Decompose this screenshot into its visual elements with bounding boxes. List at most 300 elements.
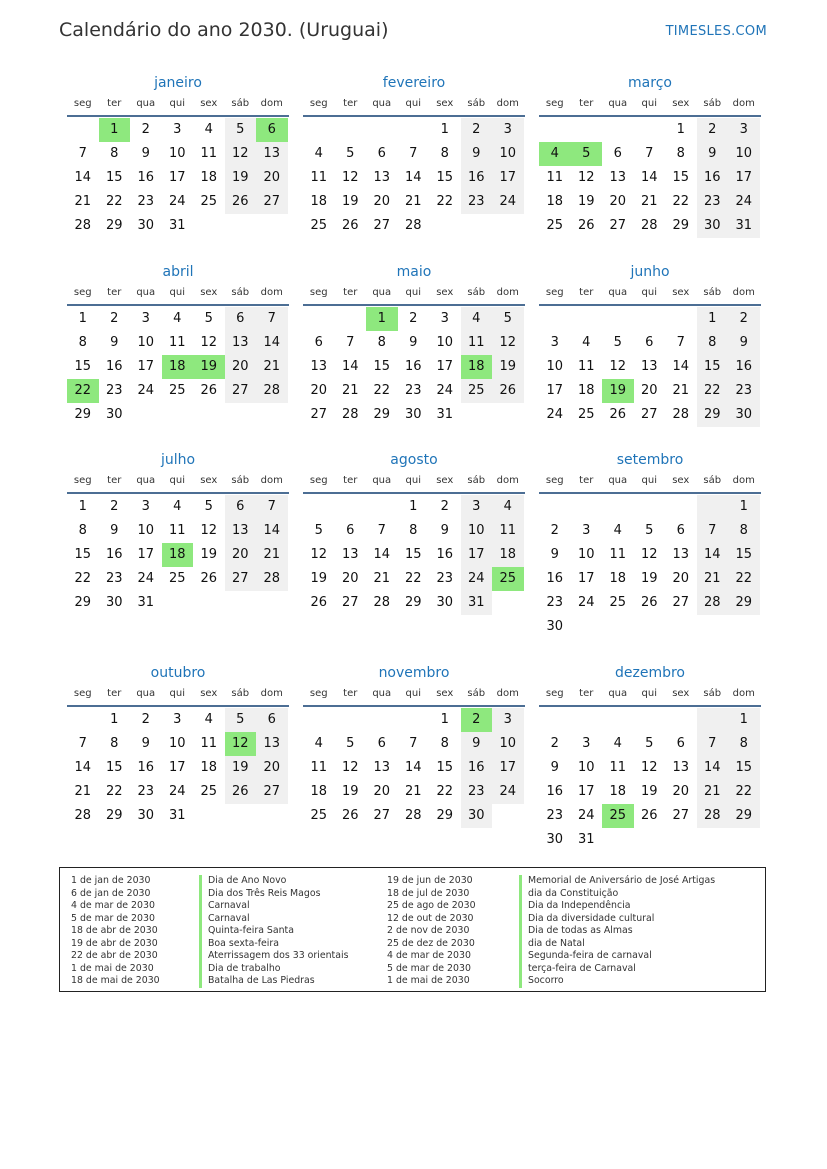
day-cell[interactable]: 27 bbox=[256, 780, 288, 804]
day-cell[interactable]: 10 bbox=[577, 547, 595, 562]
day-cell[interactable]: 20 bbox=[373, 784, 391, 799]
day-cell[interactable]: 13 bbox=[310, 359, 328, 374]
day-cell[interactable]: 14 bbox=[697, 756, 729, 780]
day-cell[interactable]: 13 bbox=[225, 331, 257, 355]
day-cell[interactable]: 15 bbox=[436, 170, 454, 185]
day-cell[interactable]: 23 bbox=[461, 190, 493, 214]
day-cell[interactable]: 5 bbox=[645, 523, 654, 538]
day-cell[interactable]: 20 bbox=[256, 756, 288, 780]
day-cell[interactable]: 17 bbox=[168, 760, 186, 775]
day-cell[interactable]: 17 bbox=[577, 784, 595, 799]
day-cell[interactable]: 1 bbox=[676, 122, 685, 137]
day-cell[interactable]: 25 bbox=[602, 804, 634, 828]
day-cell[interactable]: 25 bbox=[492, 567, 524, 591]
day-cell[interactable]: 20 bbox=[310, 383, 328, 398]
day-cell[interactable]: 25 bbox=[200, 784, 218, 799]
day-cell[interactable]: 6 bbox=[346, 523, 355, 538]
day-cell[interactable]: 28 bbox=[256, 379, 288, 403]
day-cell[interactable]: 11 bbox=[310, 170, 328, 185]
day-cell[interactable]: 17 bbox=[492, 756, 524, 780]
day-cell[interactable]: 6 bbox=[676, 523, 685, 538]
day-cell[interactable]: 14 bbox=[640, 170, 658, 185]
day-cell[interactable]: 27 bbox=[373, 808, 391, 823]
day-cell[interactable]: 12 bbox=[640, 760, 658, 775]
day-cell[interactable]: 7 bbox=[676, 335, 685, 350]
day-cell[interactable]: 6 bbox=[613, 146, 622, 161]
day-cell[interactable]: 15 bbox=[105, 170, 123, 185]
day-cell[interactable]: 27 bbox=[225, 567, 257, 591]
day-cell[interactable]: 21 bbox=[404, 784, 422, 799]
day-cell[interactable]: 16 bbox=[137, 170, 155, 185]
day-cell[interactable]: 23 bbox=[137, 784, 155, 799]
day-cell[interactable]: 3 bbox=[582, 736, 591, 751]
day-cell[interactable]: 20 bbox=[256, 166, 288, 190]
day-cell[interactable]: 16 bbox=[137, 760, 155, 775]
day-cell[interactable]: 5 bbox=[204, 311, 213, 326]
day-cell[interactable]: 26 bbox=[640, 595, 658, 610]
day-cell[interactable]: 31 bbox=[168, 218, 186, 233]
day-cell[interactable]: 9 bbox=[550, 547, 559, 562]
day-cell[interactable]: 5 bbox=[225, 118, 257, 142]
day-cell[interactable]: 13 bbox=[640, 359, 658, 374]
day-cell[interactable]: 26 bbox=[640, 808, 658, 823]
day-cell[interactable]: 25 bbox=[200, 194, 218, 209]
day-cell[interactable]: 10 bbox=[436, 335, 454, 350]
day-cell[interactable]: 22 bbox=[436, 784, 454, 799]
day-cell[interactable]: 16 bbox=[546, 571, 564, 586]
day-cell[interactable]: 31 bbox=[436, 407, 454, 422]
site-brand-link[interactable]: TIMESLES.COM bbox=[665, 24, 767, 39]
day-cell[interactable]: 3 bbox=[173, 122, 182, 137]
day-cell[interactable]: 22 bbox=[697, 379, 729, 403]
day-cell[interactable]: 8 bbox=[377, 335, 386, 350]
day-cell[interactable]: 23 bbox=[404, 383, 422, 398]
day-cell[interactable]: 5 bbox=[492, 307, 524, 331]
day-cell[interactable]: 23 bbox=[697, 190, 729, 214]
day-cell[interactable]: 14 bbox=[341, 359, 359, 374]
day-cell[interactable]: 18 bbox=[200, 170, 218, 185]
day-cell[interactable]: 8 bbox=[440, 146, 449, 161]
day-cell[interactable]: 29 bbox=[373, 407, 391, 422]
day-cell[interactable]: 20 bbox=[672, 571, 690, 586]
day-cell[interactable]: 18 bbox=[200, 760, 218, 775]
day-cell[interactable]: 23 bbox=[105, 383, 123, 398]
day-cell[interactable]: 18 bbox=[609, 571, 627, 586]
day-cell[interactable]: 29 bbox=[404, 595, 422, 610]
day-cell[interactable]: 25 bbox=[461, 379, 493, 403]
day-cell[interactable]: 8 bbox=[728, 732, 760, 756]
day-cell[interactable]: 7 bbox=[256, 307, 288, 331]
day-cell[interactable]: 1 bbox=[728, 708, 760, 732]
day-cell[interactable]: 24 bbox=[137, 571, 155, 586]
day-cell[interactable]: 21 bbox=[697, 567, 729, 591]
day-cell[interactable]: 11 bbox=[609, 760, 627, 775]
day-cell[interactable]: 20 bbox=[640, 383, 658, 398]
day-cell[interactable]: 12 bbox=[310, 547, 328, 562]
day-cell[interactable]: 8 bbox=[110, 736, 119, 751]
day-cell[interactable]: 6 bbox=[225, 307, 257, 331]
day-cell[interactable]: 9 bbox=[409, 335, 418, 350]
day-cell[interactable]: 10 bbox=[577, 760, 595, 775]
day-cell[interactable]: 8 bbox=[728, 519, 760, 543]
day-cell[interactable]: 6 bbox=[377, 146, 386, 161]
day-cell[interactable]: 24 bbox=[168, 784, 186, 799]
day-cell[interactable]: 26 bbox=[200, 571, 218, 586]
day-cell[interactable]: 18 bbox=[492, 543, 524, 567]
day-cell[interactable]: 7 bbox=[256, 495, 288, 519]
day-cell[interactable]: 6 bbox=[256, 118, 288, 142]
day-cell[interactable]: 11 bbox=[492, 519, 524, 543]
day-cell[interactable]: 14 bbox=[256, 519, 288, 543]
day-cell[interactable]: 29 bbox=[728, 591, 760, 615]
day-cell[interactable]: 1 bbox=[78, 499, 87, 514]
day-cell[interactable]: 19 bbox=[225, 166, 257, 190]
day-cell[interactable]: 4 bbox=[582, 335, 591, 350]
day-cell[interactable]: 22 bbox=[74, 571, 92, 586]
day-cell[interactable]: 27 bbox=[672, 595, 690, 610]
day-cell[interactable]: 15 bbox=[728, 756, 760, 780]
day-cell[interactable]: 24 bbox=[492, 780, 524, 804]
day-cell[interactable]: 3 bbox=[141, 311, 150, 326]
day-cell[interactable]: 21 bbox=[404, 194, 422, 209]
day-cell[interactable]: 12 bbox=[200, 335, 218, 350]
day-cell[interactable]: 8 bbox=[697, 331, 729, 355]
day-cell[interactable]: 18 bbox=[577, 383, 595, 398]
day-cell[interactable]: 24 bbox=[728, 190, 760, 214]
day-cell[interactable]: 14 bbox=[74, 170, 92, 185]
day-cell[interactable]: 7 bbox=[697, 732, 729, 756]
day-cell[interactable]: 6 bbox=[256, 708, 288, 732]
day-cell[interactable]: 23 bbox=[461, 780, 493, 804]
day-cell[interactable]: 1 bbox=[728, 495, 760, 519]
day-cell[interactable]: 13 bbox=[225, 519, 257, 543]
day-cell[interactable]: 16 bbox=[461, 756, 493, 780]
day-cell[interactable]: 7 bbox=[409, 736, 418, 751]
day-cell[interactable]: 9 bbox=[110, 335, 119, 350]
day-cell[interactable]: 10 bbox=[492, 142, 524, 166]
day-cell[interactable]: 17 bbox=[436, 359, 454, 374]
day-cell[interactable]: 28 bbox=[373, 595, 391, 610]
day-cell[interactable]: 23 bbox=[105, 571, 123, 586]
day-cell[interactable]: 19 bbox=[341, 784, 359, 799]
day-cell[interactable]: 12 bbox=[200, 523, 218, 538]
day-cell[interactable]: 20 bbox=[341, 571, 359, 586]
day-cell[interactable]: 10 bbox=[137, 335, 155, 350]
day-cell[interactable]: 8 bbox=[78, 335, 87, 350]
day-cell[interactable]: 26 bbox=[225, 190, 257, 214]
day-cell[interactable]: 8 bbox=[440, 736, 449, 751]
day-cell[interactable]: 22 bbox=[404, 571, 422, 586]
day-cell[interactable]: 17 bbox=[137, 359, 155, 374]
day-cell[interactable]: 17 bbox=[137, 547, 155, 562]
day-cell[interactable]: 3 bbox=[141, 499, 150, 514]
day-cell[interactable]: 17 bbox=[492, 166, 524, 190]
day-cell[interactable]: 18 bbox=[162, 355, 194, 379]
day-cell[interactable]: 21 bbox=[74, 194, 92, 209]
day-cell[interactable]: 16 bbox=[404, 359, 422, 374]
day-cell[interactable]: 20 bbox=[225, 543, 257, 567]
day-cell[interactable]: 21 bbox=[74, 784, 92, 799]
day-cell[interactable]: 19 bbox=[492, 355, 524, 379]
day-cell[interactable]: 20 bbox=[225, 355, 257, 379]
day-cell[interactable]: 27 bbox=[609, 218, 627, 233]
day-cell[interactable]: 21 bbox=[640, 194, 658, 209]
day-cell[interactable]: 10 bbox=[168, 736, 186, 751]
day-cell[interactable]: 20 bbox=[373, 194, 391, 209]
day-cell[interactable]: 16 bbox=[105, 547, 123, 562]
day-cell[interactable]: 18 bbox=[310, 194, 328, 209]
day-cell[interactable]: 28 bbox=[672, 407, 690, 422]
day-cell[interactable]: 12 bbox=[225, 142, 257, 166]
day-cell[interactable]: 16 bbox=[546, 784, 564, 799]
day-cell[interactable]: 4 bbox=[492, 495, 524, 519]
day-cell[interactable]: 21 bbox=[373, 571, 391, 586]
day-cell[interactable]: 19 bbox=[200, 547, 218, 562]
day-cell[interactable]: 5 bbox=[613, 335, 622, 350]
day-cell[interactable]: 21 bbox=[341, 383, 359, 398]
day-cell[interactable]: 16 bbox=[728, 355, 760, 379]
day-cell[interactable]: 19 bbox=[640, 571, 658, 586]
day-cell[interactable]: 4 bbox=[173, 311, 182, 326]
day-cell[interactable]: 26 bbox=[341, 808, 359, 823]
day-cell[interactable]: 21 bbox=[256, 543, 288, 567]
day-cell[interactable]: 13 bbox=[672, 760, 690, 775]
day-cell[interactable]: 21 bbox=[697, 780, 729, 804]
day-cell[interactable]: 13 bbox=[256, 142, 288, 166]
day-cell[interactable]: 20 bbox=[672, 784, 690, 799]
day-cell[interactable]: 17 bbox=[461, 543, 493, 567]
day-cell[interactable]: 28 bbox=[697, 804, 729, 828]
day-cell[interactable]: 31 bbox=[728, 214, 760, 238]
day-cell[interactable]: 3 bbox=[461, 495, 493, 519]
day-cell[interactable]: 3 bbox=[440, 311, 449, 326]
day-cell[interactable]: 15 bbox=[74, 547, 92, 562]
day-cell[interactable]: 12 bbox=[640, 547, 658, 562]
day-cell[interactable]: 1 bbox=[110, 712, 119, 727]
day-cell[interactable]: 30 bbox=[546, 619, 564, 634]
day-cell[interactable]: 5 bbox=[225, 708, 257, 732]
day-cell[interactable]: 5 bbox=[645, 736, 654, 751]
day-cell[interactable]: 22 bbox=[105, 194, 123, 209]
day-cell[interactable]: 16 bbox=[697, 166, 729, 190]
day-cell[interactable]: 11 bbox=[577, 359, 595, 374]
day-cell[interactable]: 11 bbox=[310, 760, 328, 775]
day-cell[interactable]: 30 bbox=[404, 407, 422, 422]
day-cell[interactable]: 4 bbox=[461, 307, 493, 331]
day-cell[interactable]: 11 bbox=[546, 170, 564, 185]
day-cell[interactable]: 30 bbox=[461, 804, 493, 828]
day-cell[interactable]: 29 bbox=[672, 218, 690, 233]
day-cell[interactable]: 24 bbox=[577, 595, 595, 610]
day-cell[interactable]: 26 bbox=[577, 218, 595, 233]
day-cell[interactable]: 8 bbox=[409, 523, 418, 538]
day-cell[interactable]: 29 bbox=[105, 808, 123, 823]
day-cell[interactable]: 5 bbox=[571, 142, 603, 166]
day-cell[interactable]: 30 bbox=[137, 218, 155, 233]
day-cell[interactable]: 13 bbox=[672, 547, 690, 562]
day-cell[interactable]: 14 bbox=[74, 760, 92, 775]
day-cell[interactable]: 12 bbox=[225, 732, 257, 756]
day-cell[interactable]: 10 bbox=[137, 523, 155, 538]
day-cell[interactable]: 26 bbox=[341, 218, 359, 233]
day-cell[interactable]: 23 bbox=[436, 571, 454, 586]
day-cell[interactable]: 19 bbox=[602, 379, 634, 403]
day-cell[interactable]: 25 bbox=[577, 407, 595, 422]
day-cell[interactable]: 28 bbox=[404, 808, 422, 823]
day-cell[interactable]: 12 bbox=[577, 170, 595, 185]
day-cell[interactable]: 12 bbox=[341, 170, 359, 185]
day-cell[interactable]: 1 bbox=[99, 118, 131, 142]
day-cell[interactable]: 19 bbox=[310, 571, 328, 586]
day-cell[interactable]: 24 bbox=[461, 567, 493, 591]
day-cell[interactable]: 17 bbox=[546, 383, 564, 398]
day-cell[interactable]: 1 bbox=[366, 307, 398, 331]
day-cell[interactable]: 1 bbox=[697, 307, 729, 331]
day-cell[interactable]: 8 bbox=[78, 523, 87, 538]
day-cell[interactable]: 9 bbox=[110, 523, 119, 538]
day-cell[interactable]: 28 bbox=[74, 808, 92, 823]
day-cell[interactable]: 9 bbox=[141, 146, 150, 161]
day-cell[interactable]: 31 bbox=[577, 832, 595, 847]
day-cell[interactable]: 17 bbox=[728, 166, 760, 190]
day-cell[interactable]: 12 bbox=[341, 760, 359, 775]
day-cell[interactable]: 9 bbox=[550, 760, 559, 775]
day-cell[interactable]: 2 bbox=[110, 311, 119, 326]
day-cell[interactable]: 31 bbox=[461, 591, 493, 615]
day-cell[interactable]: 15 bbox=[697, 355, 729, 379]
day-cell[interactable]: 23 bbox=[137, 194, 155, 209]
day-cell[interactable]: 25 bbox=[168, 571, 186, 586]
day-cell[interactable]: 25 bbox=[609, 595, 627, 610]
day-cell[interactable]: 30 bbox=[105, 595, 123, 610]
day-cell[interactable]: 2 bbox=[440, 499, 449, 514]
day-cell[interactable]: 2 bbox=[461, 708, 493, 732]
day-cell[interactable]: 30 bbox=[436, 595, 454, 610]
day-cell[interactable]: 15 bbox=[404, 547, 422, 562]
day-cell[interactable]: 18 bbox=[546, 194, 564, 209]
day-cell[interactable]: 3 bbox=[492, 118, 524, 142]
day-cell[interactable]: 23 bbox=[728, 379, 760, 403]
day-cell[interactable]: 2 bbox=[141, 712, 150, 727]
day-cell[interactable]: 3 bbox=[728, 118, 760, 142]
day-cell[interactable]: 27 bbox=[310, 407, 328, 422]
day-cell[interactable]: 24 bbox=[546, 407, 564, 422]
day-cell[interactable]: 1 bbox=[78, 311, 87, 326]
day-cell[interactable]: 23 bbox=[546, 808, 564, 823]
day-cell[interactable]: 29 bbox=[74, 407, 92, 422]
day-cell[interactable]: 2 bbox=[409, 311, 418, 326]
day-cell[interactable]: 28 bbox=[256, 567, 288, 591]
day-cell[interactable]: 14 bbox=[373, 547, 391, 562]
day-cell[interactable]: 4 bbox=[539, 142, 571, 166]
day-cell[interactable]: 2 bbox=[141, 122, 150, 137]
day-cell[interactable]: 24 bbox=[436, 383, 454, 398]
day-cell[interactable]: 16 bbox=[461, 166, 493, 190]
day-cell[interactable]: 1 bbox=[409, 499, 418, 514]
day-cell[interactable]: 24 bbox=[137, 383, 155, 398]
day-cell[interactable]: 11 bbox=[461, 331, 493, 355]
day-cell[interactable]: 22 bbox=[728, 780, 760, 804]
day-cell[interactable]: 26 bbox=[225, 780, 257, 804]
day-cell[interactable]: 12 bbox=[492, 331, 524, 355]
day-cell[interactable]: 7 bbox=[377, 523, 386, 538]
day-cell[interactable]: 29 bbox=[105, 218, 123, 233]
day-cell[interactable]: 24 bbox=[577, 808, 595, 823]
day-cell[interactable]: 18 bbox=[609, 784, 627, 799]
day-cell[interactable]: 3 bbox=[582, 523, 591, 538]
day-cell[interactable]: 7 bbox=[78, 736, 87, 751]
day-cell[interactable]: 19 bbox=[193, 355, 225, 379]
day-cell[interactable]: 1 bbox=[440, 712, 449, 727]
day-cell[interactable]: 2 bbox=[110, 499, 119, 514]
day-cell[interactable]: 15 bbox=[74, 359, 92, 374]
day-cell[interactable]: 22 bbox=[436, 194, 454, 209]
day-cell[interactable]: 6 bbox=[676, 736, 685, 751]
day-cell[interactable]: 21 bbox=[672, 383, 690, 398]
day-cell[interactable]: 22 bbox=[672, 194, 690, 209]
day-cell[interactable]: 18 bbox=[310, 784, 328, 799]
day-cell[interactable]: 3 bbox=[550, 335, 559, 350]
day-cell[interactable]: 10 bbox=[461, 519, 493, 543]
day-cell[interactable]: 15 bbox=[436, 760, 454, 775]
day-cell[interactable]: 10 bbox=[728, 142, 760, 166]
day-cell[interactable]: 4 bbox=[204, 122, 213, 137]
day-cell[interactable]: 13 bbox=[341, 547, 359, 562]
day-cell[interactable]: 30 bbox=[546, 832, 564, 847]
day-cell[interactable]: 11 bbox=[609, 547, 627, 562]
day-cell[interactable]: 31 bbox=[168, 808, 186, 823]
day-cell[interactable]: 4 bbox=[173, 499, 182, 514]
day-cell[interactable]: 13 bbox=[373, 760, 391, 775]
day-cell[interactable]: 2 bbox=[550, 523, 559, 538]
day-cell[interactable]: 5 bbox=[346, 146, 355, 161]
day-cell[interactable]: 27 bbox=[373, 218, 391, 233]
day-cell[interactable]: 9 bbox=[697, 142, 729, 166]
day-cell[interactable]: 20 bbox=[609, 194, 627, 209]
day-cell[interactable]: 4 bbox=[314, 146, 323, 161]
day-cell[interactable]: 4 bbox=[613, 523, 622, 538]
day-cell[interactable]: 21 bbox=[256, 355, 288, 379]
day-cell[interactable]: 18 bbox=[162, 543, 194, 567]
day-cell[interactable]: 5 bbox=[346, 736, 355, 751]
day-cell[interactable]: 18 bbox=[461, 355, 493, 379]
day-cell[interactable]: 3 bbox=[492, 708, 524, 732]
day-cell[interactable]: 19 bbox=[640, 784, 658, 799]
day-cell[interactable]: 11 bbox=[200, 146, 218, 161]
day-cell[interactable]: 28 bbox=[341, 407, 359, 422]
day-cell[interactable]: 13 bbox=[373, 170, 391, 185]
day-cell[interactable]: 26 bbox=[200, 383, 218, 398]
day-cell[interactable]: 16 bbox=[436, 547, 454, 562]
day-cell[interactable]: 15 bbox=[105, 760, 123, 775]
day-cell[interactable]: 22 bbox=[728, 567, 760, 591]
day-cell[interactable]: 6 bbox=[314, 335, 323, 350]
day-cell[interactable]: 27 bbox=[672, 808, 690, 823]
day-cell[interactable]: 9 bbox=[728, 331, 760, 355]
day-cell[interactable]: 2 bbox=[550, 736, 559, 751]
day-cell[interactable]: 17 bbox=[168, 170, 186, 185]
day-cell[interactable]: 10 bbox=[546, 359, 564, 374]
day-cell[interactable]: 30 bbox=[105, 407, 123, 422]
day-cell[interactable]: 2 bbox=[728, 307, 760, 331]
day-cell[interactable]: 8 bbox=[676, 146, 685, 161]
day-cell[interactable]: 26 bbox=[609, 407, 627, 422]
day-cell[interactable]: 4 bbox=[613, 736, 622, 751]
day-cell[interactable]: 28 bbox=[74, 218, 92, 233]
day-cell[interactable]: 24 bbox=[492, 190, 524, 214]
day-cell[interactable]: 6 bbox=[225, 495, 257, 519]
day-cell[interactable]: 7 bbox=[645, 146, 654, 161]
